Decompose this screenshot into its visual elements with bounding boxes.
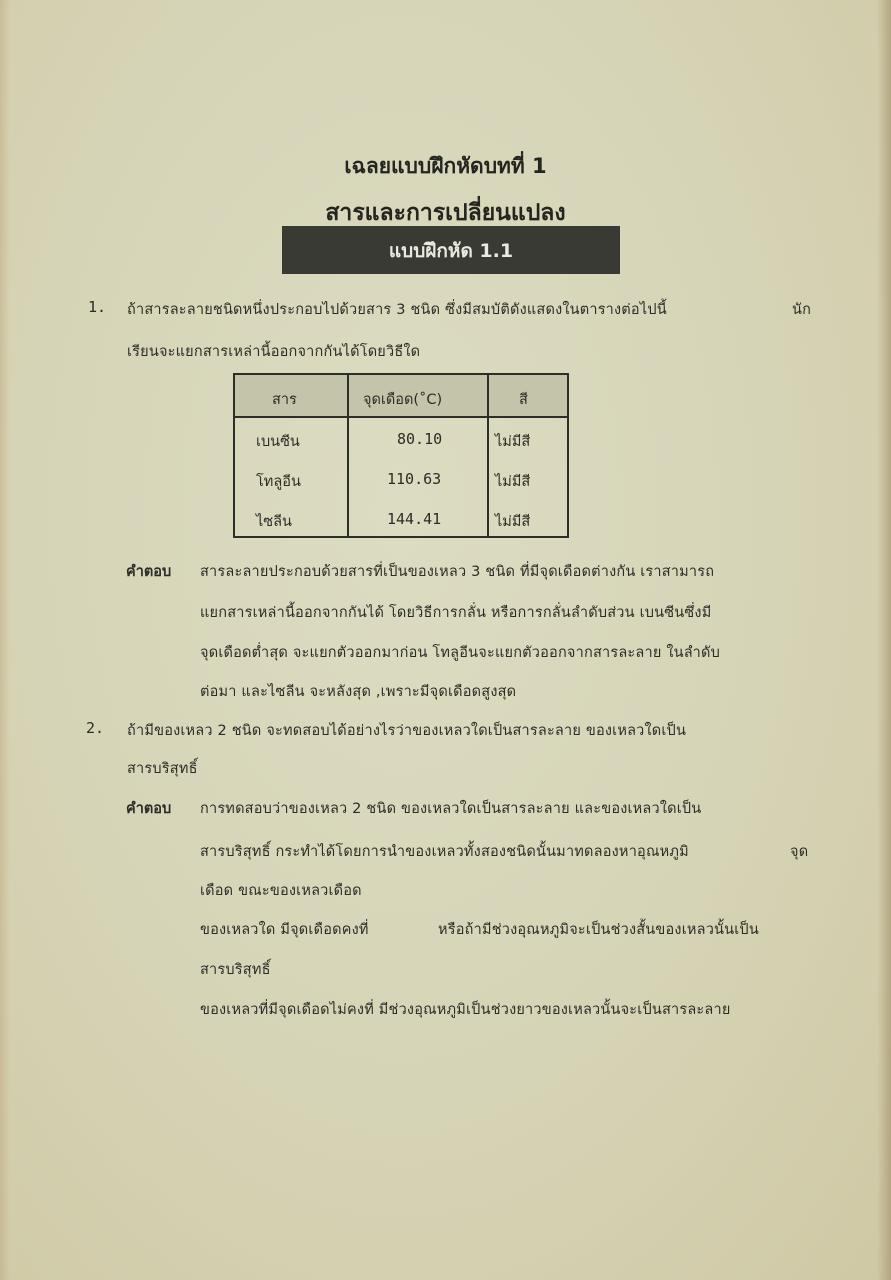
answer-1-line-4: ต่อมา และไซลีน จะหลังสุด ,เพราะมีจุดเดือดสูงสุด xyxy=(200,684,517,700)
answer-1-label: คำตอบ xyxy=(126,564,172,580)
answer-2-line-1: การทดสอบว่าของเหลว 2 ชนิด ของเหลวใดเป็นสารละลาย และของเหลวใดเป็น xyxy=(200,801,702,817)
table-header-boiling-point: จุดเดือด(˚C) xyxy=(363,392,443,408)
question-1-line-2: เรียนจะแยกสารเหล่านี้ออกจากกันได้โดยวิธีใด xyxy=(127,344,421,360)
answer-2-line-4: ของเหลวใด มีจุดเดือดคงที่ xyxy=(200,922,369,938)
answer-2-line-6: ของเหลวที่มีจุดเดือดไม่คงที่ มีช่วงอุณหภูมิเป็นช่วงยาวของเหลวนั้นจะเป็นสารละลาย xyxy=(200,1002,731,1018)
question-1-line-1-end: นัก xyxy=(792,302,812,318)
question-1-number: 1. xyxy=(88,298,107,316)
answer-1-line-3: จุดเดือดต่ำสุด จะแยกตัวออกมาก่อน โทลูอีนจะแยกตัวออกจากสารละลาย ในลำดับ xyxy=(200,645,720,661)
table-cell-color: ไม่มีสี xyxy=(495,474,531,490)
exercise-section-label: แบบฝึกหัด 1.1 xyxy=(388,240,514,262)
table-cell-substance: โทลูอีน xyxy=(256,474,301,490)
answer-2-line-2: สารบริสุทธิ์ กระทำได้โดยการนำของเหลวทั้งสองชนิดนั้นมาทดลองหาอุณหภูมิ xyxy=(200,844,689,860)
answer-1-line-2: แยกสารเหล่านี้ออกจากกันได้ โดยวิธีการกลั่น หรือการกลั่นลำดับส่วน เบนซีนซึ่งมี xyxy=(200,605,712,621)
chapter-title: สารและการเปลี่ยนแปลง xyxy=(325,200,566,226)
table-divider xyxy=(487,375,489,536)
table-cell-color: ไม่มีสี xyxy=(495,514,531,530)
table-cell-color: ไม่มีสี xyxy=(495,434,531,450)
table-cell-substance: ไซลีน xyxy=(256,514,292,530)
table-header-substance: สาร xyxy=(272,392,297,408)
table-cell-boiling-point: 80.10 xyxy=(397,430,443,448)
question-2-line-1: ถ้ามีของเหลว 2 ชนิด จะทดสอบได้อย่างไรว่าของเหลวใดเป็นสารละลาย ของเหลวใดเป็น xyxy=(127,723,687,739)
question-2-number: 2. xyxy=(86,719,105,737)
page-shadow-left xyxy=(0,0,10,1280)
answer-2-line-4-cont: หรือถ้ามีช่วงอุณหภูมิจะเป็นช่วงสั้นของเหลวนั้นเป็น xyxy=(438,922,759,938)
answer-2-line-5: สารบริสุทธิ์ xyxy=(200,962,271,978)
exercise-section-banner xyxy=(282,226,620,274)
answer-1-line-1: สารละลายประกอบด้วยสารที่เป็นของเหลว 3 ชนิด ที่มีจุดเดือดต่างกัน เราสามารถ xyxy=(200,564,715,580)
table-header-color: สี xyxy=(519,392,528,408)
table-cell-boiling-point: 110.63 xyxy=(387,470,442,488)
question-1-line-1: ถ้าสารละลายชนิดหนึ่งประกอบไปด้วยสาร 3 ชนิด ซึ่งมีสมบัติดังแสดงในตารางต่อไปนี้ xyxy=(127,302,667,318)
answer-key-title: เฉลยแบบฝึกหัดบทที่ 1 xyxy=(344,154,547,178)
boiling-point-table xyxy=(233,373,569,538)
answer-2-label: คำตอบ xyxy=(126,801,172,817)
table-divider xyxy=(347,375,349,536)
table-cell-substance: เบนซีน xyxy=(256,434,300,450)
question-2-line-2: สารบริสุทธิ์ xyxy=(127,761,198,777)
answer-2-line-2-end: จุด xyxy=(790,844,809,860)
answer-2-line-3: เดือด ขณะของเหลวเดือด xyxy=(200,883,362,899)
table-cell-boiling-point: 144.41 xyxy=(387,510,442,528)
